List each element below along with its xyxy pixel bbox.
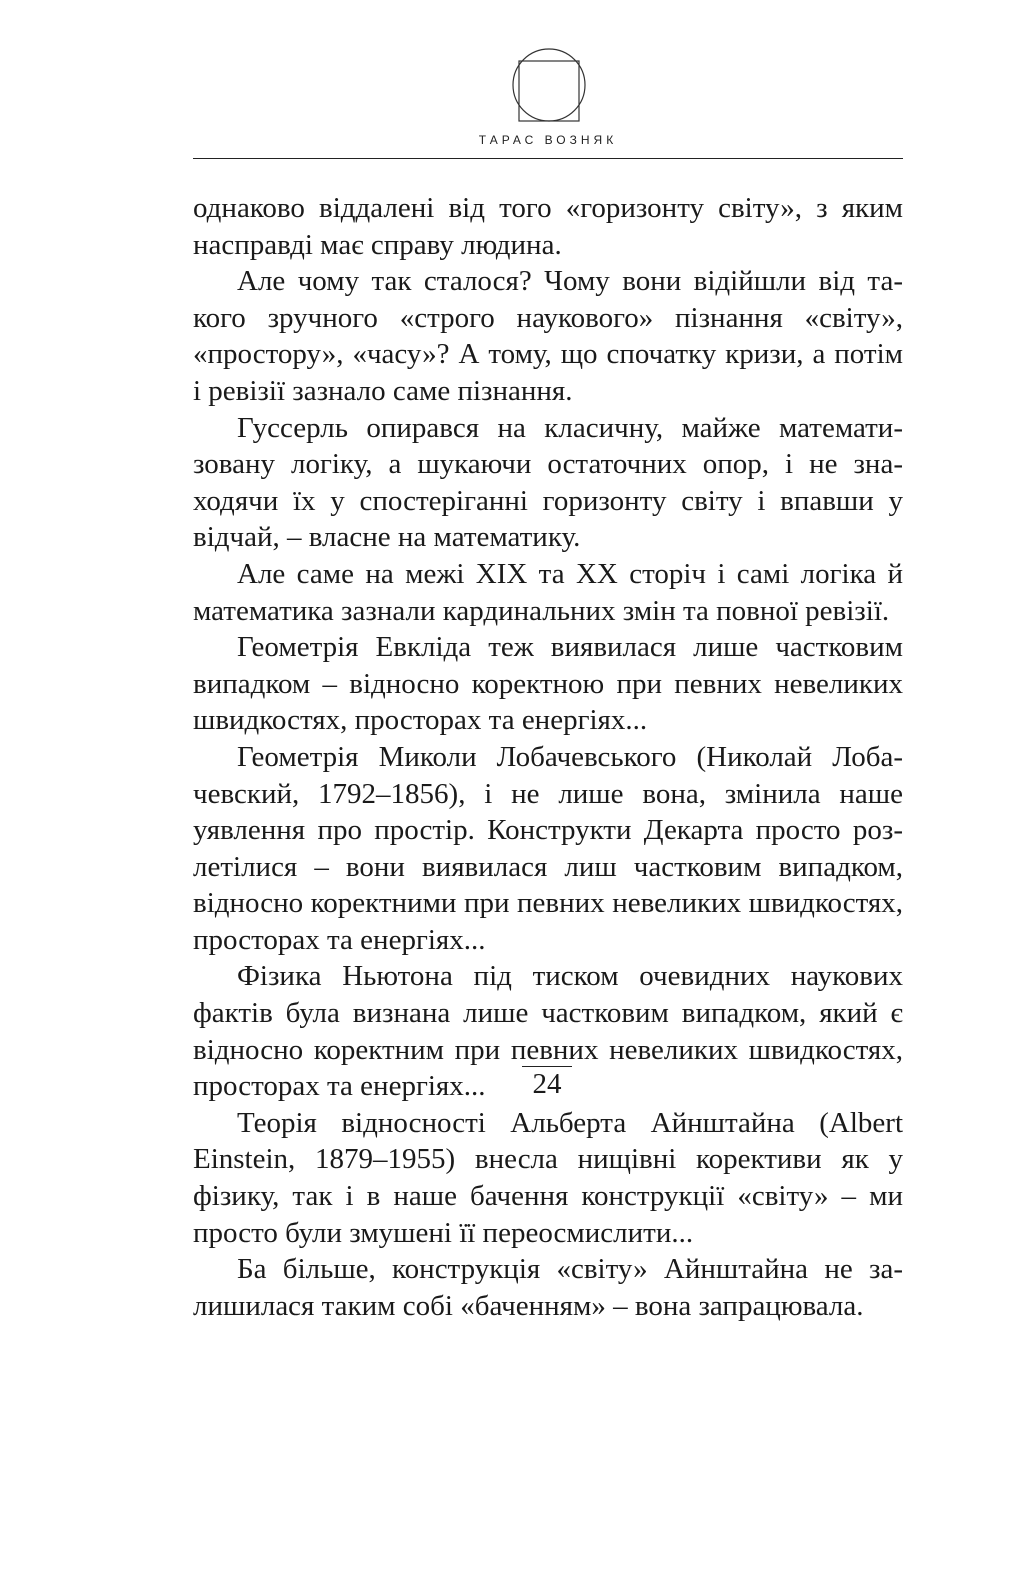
- running-header: [193, 40, 903, 160]
- paragraph: Геометрія Евкліда теж виявилася лише частковим випадком – відносно коректною при певних невеликих швидкостях, просторах та енергіях...: [193, 631, 903, 737]
- paragraph: Ба більше, конструкція «світу» Айнштайна не залишилася таким собі «баченням» – вона запрацювала.: [193, 1253, 903, 1322]
- paragraph: Гуссерль опирався на класичну, майже математизовану логіку, а шукаючи остаточних опор, і не знаходячи їх у спостеріганні горизонту світу і впавши у відчай, – власне на математику.: [193, 411, 903, 554]
- paragraph: Теорія відносності Альберта Айнштайна (Albert Einstein, 1879–1955) внесла нищівні корективи як у фізику, так і в наше бачення конструкції «світу» – ми просто були змушені її переосмислити...: [193, 1106, 903, 1249]
- author-name: ТАРАС ВОЗНЯК: [478, 133, 618, 147]
- paragraph: Але чому так сталося? Чому вони відійшли від такого зручного «строго наукового» пізнання «світу», «простору», «часу»? А тому, що спочатку кризи, а потім і ревізії зазнало саме пізнання.: [193, 265, 903, 407]
- paragraph: Геометрія Миколи Лобачевського (Николай Лобачевский, 1792–1856), і не лише вона, змінила наше уявлення про простір. Конструкти Декарта просто розлетілися – вони виявилася лиш частковим випадком, відносно коректними при певних невеликих швидкостях, просторах та енергіях...: [193, 740, 903, 956]
- page-number: 24: [522, 1066, 572, 1101]
- circle-square-logo-icon: [509, 45, 589, 125]
- paragraph: однаково віддалені від того «горизонту світу», з яким насправді має справу людина.: [193, 192, 903, 261]
- paragraph: Фізика Ньютона під тиском очевидних наукових фактів була визнана лише частковим випадком, який є відносно коректним при певних невеликих швидкостях, просторах та енергіях...: [193, 960, 903, 1103]
- paragraph: Але саме на межі XIX та XX сторіч і самі логіка й математика зазнали кардинальних змін та повної ревізії.: [193, 557, 903, 627]
- main-text: [193, 190, 903, 1324]
- header-rule: [193, 158, 903, 159]
